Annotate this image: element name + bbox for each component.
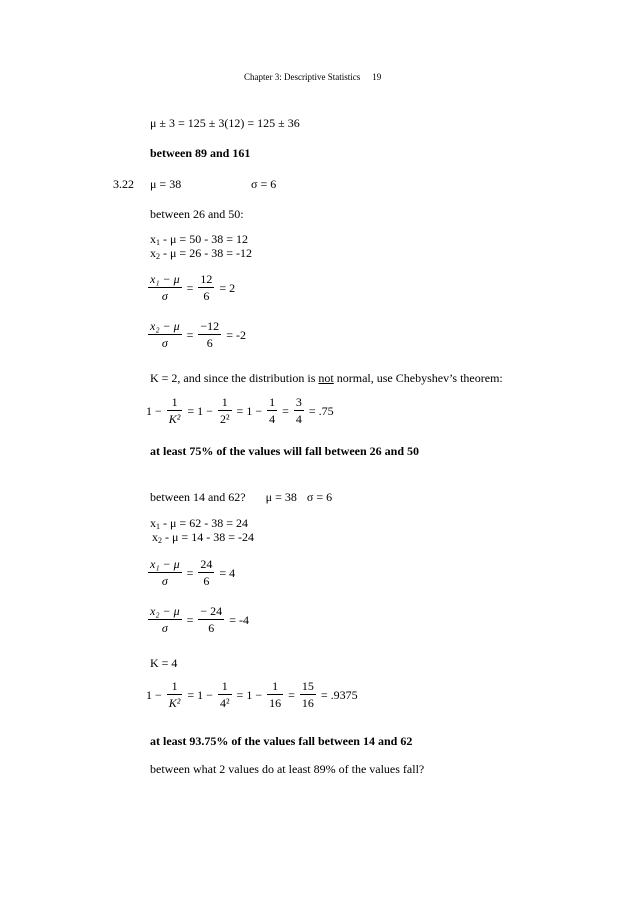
x2-difference: $x_2 - \mu = 26 - 38 = -12$	[150, 246, 252, 261]
interval-result: between 89 and 161	[150, 146, 251, 160]
x1-difference-b: $x_1 - \mu = 62 - 38 = 24$	[150, 516, 248, 531]
result-93-percent: at least 93.75% of the values fall between 14 and 62	[150, 734, 413, 748]
mean-value: μ = 38	[150, 177, 182, 191]
chebyshev-equation-2: 1 − $\frac{1}{\text{K²}}$ = 1 − $\frac{1}{\text{4²}}$ = 1 − $\frac{1}{16}$ = $\frac{15}{16}$ = .9375	[146, 679, 358, 710]
z-score-equation-1: $\frac{\text{x₁ − μ}}{\sigma}$ = $\frac{12}{6}$ = 2	[150, 272, 236, 303]
between-14-62: between 14 and 62? μ = 38 σ = 6	[150, 490, 333, 504]
page-header	[244, 72, 381, 82]
interval-line: μ ± 3 = 125 ± 3(12) = 125 ± 36	[150, 116, 300, 130]
chebyshev-note: K = 2, and since the distribution is not normal, use Chebyshev’s theorem:	[150, 371, 503, 385]
x2-difference-b: $x_2 - \mu = 14 - 38 = -24$	[152, 530, 254, 545]
result-75-percent: at least 75% of the values will fall between 26 and 50	[150, 444, 419, 458]
page-number: 19	[372, 72, 382, 82]
between-26-50: between 26 and 50:	[150, 207, 244, 221]
question-89-percent: between what 2 values do at least 89% of the values fall?	[150, 762, 425, 776]
x1-difference: $x_1 - \mu = 50 - 38 = 12$	[150, 232, 248, 247]
problem-number: 3.22	[113, 177, 134, 191]
z-score-equation-3: $\frac{\text{x₁ − μ}}{\sigma}$ = $\frac{24}{6}$ = 4	[150, 557, 236, 588]
k-equals-4: K = 4	[150, 656, 178, 670]
z-score-equation-4: $\frac{\text{x₂ − μ}}{\sigma}$ = $\frac{- 24}{6}$ = -4	[150, 604, 249, 635]
chapter-title: Chapter 3: Descriptive Statistics	[244, 72, 361, 82]
chebyshev-equation-1: 1 − $\frac{1}{\text{K²}}$ = 1 − $\frac{1}{\text{2²}}$ = 1 − $\frac{1}{4}$ = $\frac{3}{4}$ = .75	[146, 395, 334, 426]
z-score-equation-2: $\frac{\text{x₂ − μ}}{\sigma}$ = $\frac{-12}{6}$ = -2	[150, 319, 246, 350]
sigma-value: σ = 6	[251, 177, 277, 191]
